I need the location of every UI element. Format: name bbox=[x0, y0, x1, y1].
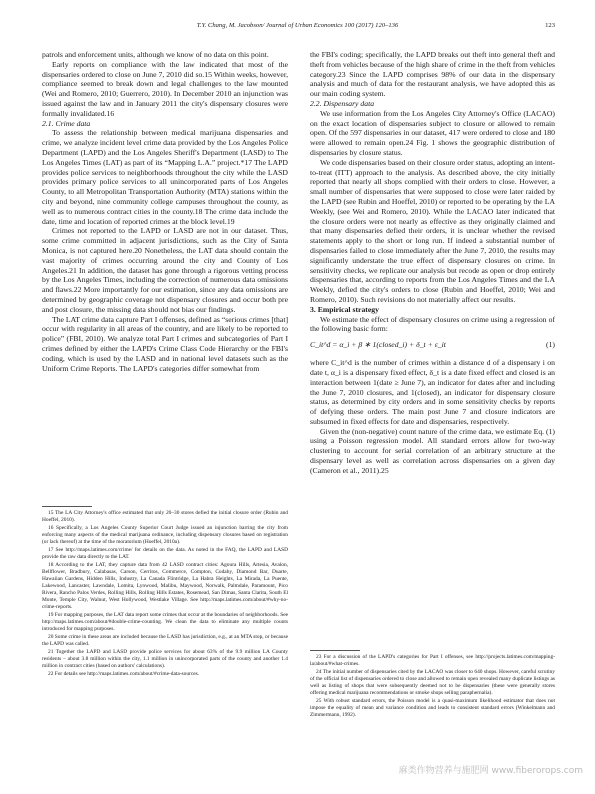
footnote-rule bbox=[42, 506, 92, 507]
footnotes-right bbox=[310, 650, 555, 720]
paragraph: Early reports on compliance with the law indicated that most of the dispensaries ordered to close on June 7, 2010 did so.15 Within weeks, however, compliance seemed to break down and legal challenges to the law mounted (Wei and Romero, 2010; Guerrero, 2010). In December 2010 an injunction was issued against the law and in January 2011 the city's dispensary closures were formally invalidated.16 bbox=[42, 59, 288, 118]
footnote: 18 According to the LAT, they capture data from 42 LASD contract cities: Agoura Hills, Artesia, Avalon, Bellflower, Bradbury, Calabasas, Carson, Cerritos, Commerce, Compton, Cudahy, Diamond Bar, Duarte, Hawaiian Gardens, Hidden Hills, Industry, La Canada Flintridge, La Habra Heights, La Mirada, La Puente, Lakewood, Lancaster, Lawndale, Lomita, Lynwood, Malibu, Maywood, Norwalk, Palmdale, Paramount, Pico Rivera, Rancho Palos Verdes, Rolling Hills, Rolling Hills Estates, Rosemead, San Dimas, Santa Clarita, South El Monte, Temple City, Walnut, West Hollywood, Westlake Village. See http://maps.latimes.com/about/#why-no-crime-reports. bbox=[42, 562, 288, 610]
paragraph: where C_it^d is the number of crimes within a distance d of a dispensary i on date t, α_i is a dispensary fixed effect, δ_t is a date fixed effect and closed is an interaction between 1(date ≥ June 7), an indicator for dates after and including the June 7, 2010 closures, and 1(closed), an indicator for dispensary closure status, as determined by city orders and in some sensitivity checks by reports of defying these orders. The main post June 7 and closure indicators are subsumed in fixed effects for date and dispensaries, respectively. bbox=[310, 358, 555, 426]
page-number: 123 bbox=[545, 22, 555, 29]
paragraph: To assess the relationship between medical marijuana dispensaries and crime, we analyze incident level crime data provided by the Los Angeles Police Department (LAPD) and the Los Angeles Sheriff's Department (LASD) to The Los Angeles Times (LAT) as part of its “Mapping L.A.” project.*17 The LAPD provides police services to neighborhoods throughout the city while the LASD provides primary police services to all unincorporated parts of Los Angeles County, to all Metropolitan Transportation Authority (MTA) stations within the city and beyond, nine community college campuses throughout the county, as well as to numerous contract cities in the county.18 The crime data include the date, time and location of reported crimes at the block level.19 bbox=[42, 128, 288, 226]
paragraph: Crimes not reported to the LAPD or LASD are not in our dataset. Thus, some crime committed in adjacent jurisdictions, such as the City of Santa Monica, is not captured here.20 Nonetheless, the LAT data should contain the vast majority of crimes occurring around the city and County of Los Angeles.21 In addition, the dataset has gone through a rigorous vetting process by the Los Angeles Times, including the correction of numerous data omissions and flaws.22 More importantly for our estimation, since any data omissions are determined by geographic coverage not dispensary closures and occur both pre and post closure, the missing data should not bias our findings. bbox=[42, 226, 288, 314]
paragraph: the FBI's coding; specifically, the LAPD breaks out theft into general theft and theft from vehicles because of the high share of crime in the theft from vehicles category.23 Since the LAPD comprises 98% of our data in the dispensary analysis and much of data for the restaurant analysis, we have adopted this as our main coding system. bbox=[310, 50, 555, 99]
equation-text: C_it^d = α_i + β ∗ 1(closed_i) + δ_t + ε_it bbox=[310, 340, 446, 350]
footnote: 22 For details see http://maps.latimes.com/about/#crime-data-sources. bbox=[48, 671, 200, 677]
footnote: 20 Some crime in these areas are included because the LASD has jurisdiction, e.g., at an MTA stop, or because the LAPD was called. bbox=[42, 634, 288, 647]
footnote: 25 With robust standard errors, the Poisson model is a quasi-maximum likelihood estimator that does not impose the equality of mean and variance condition and leads to consistent standard errors (Winkelmann and Zimmermann, 1992). bbox=[310, 698, 555, 718]
equation-number: (1) bbox=[546, 340, 555, 350]
footnote-rule bbox=[310, 650, 360, 651]
paragraph: Given the (non-negative) count nature of the crime data, we estimate Eq. (1) using a Poisson regression model. All standard errors allow for two-way clustering to account for serial correlation of an arbitrary structure at the dispensary level as well as correlation across dispensaries on a given day (Cameron et al., 2011).25 bbox=[310, 426, 555, 475]
footnote: 24 The initial number of dispensaries cited by the LACAO was closer to 640 shops. However, careful scrutiny of the official list of dispensaries ordered to close and allowed to remain open revealed many duplicate listings as well as listing of shops that were subsequently deemed not to be dispensaries (these were generally stores offering medical marijuana recommendations or smoke shops selling paraphernalia). bbox=[310, 669, 555, 696]
footnote: 23 For a discussion of the LAPD's categories for Part I offenses, see http://projects.latimes.com/mapping-la/about/#what-crimes. bbox=[310, 654, 555, 667]
right-column bbox=[310, 50, 555, 476]
footnote: 17 See http://maps.latimes.com/crime/ for details on the data. As noted in the FAQ, the LAPD and LASD provide the raw data directly to the LAT. bbox=[42, 547, 288, 560]
left-column bbox=[42, 50, 288, 373]
paragraph: patrols and enforcement units, although we know of no data on this point. bbox=[42, 50, 269, 59]
section-heading-empirical-strategy: 3. Empirical strategy bbox=[310, 304, 379, 314]
equation bbox=[310, 340, 555, 352]
running-header bbox=[40, 22, 555, 36]
paragraph: We use information from the Los Angeles City Attorney's Office (LACAO) on the exact location of dispensaries subject to closure or allowed to remain open. Of the 597 dispensaries in our dataset, 417 were ordered to close and 180 were allowed to remain open.24 Fig. 1 shows the geographic distribution of dispensaries by closure status. bbox=[310, 108, 555, 157]
subsection-heading-crime-data: 2.1. Crime data bbox=[42, 118, 91, 128]
footnote: 21 Together the LAPD and LASD provide police services for about 63% of the 9.9 million LA County residents – about 3.8 million within the city, 1.1 million in unincorporated parts of the county and another 1.4 million in contract cities (based on authors' calculations). bbox=[42, 649, 288, 669]
footnote: 19 For mapping purposes, the LAT data report some crimes that occur at the boundaries of neighborhoods. See http://maps.latimes.com/about/#double-crime-counting. We clean the data to eliminate any multiple counts introduced for mapping purposes. bbox=[42, 612, 288, 632]
paragraph: The LAT crime data capture Part I offenses, defined as “serious crimes [that] occur with regularity in all areas of the country, and are likely to be reported to police” (FBI, 2010). We analyze total Part I crimes and subcategories of Part I crimes defined by either the LAPD's Crime Class Code Hierarchy or the FBI's coding, which is used by the LASD and in national level datasets such as the Uniform Crime Reports. The LAPD's categories differ somewhat from bbox=[42, 314, 289, 373]
watermark: 麻类作物营养与施肥网 www.fiberorops.com bbox=[398, 766, 583, 776]
paragraph: We estimate the effect of dispensary closures on crime using a regression of the following basic form: bbox=[310, 314, 555, 334]
paragraph: We code dispensaries based on their closure order status, adopting an intent-to-treat (ITT) approach to the analysis. As described above, the city initially reported that nearly all shops complied with their orders to close. However, a small number of dispensaries that were supposed to close were later raided by the LAPD (see Rubin and Hoeffel, 2010) or reported to be operating by the LA Weekly, (see Wei and Romero, 2010). While the LACAO later indicated that the closure orders were not nearly as effective as they originally claimed and that many dispensaries defied their orders, it is unclear whether the revised statements apply to the short or long run. If indeed a substantial number of dispensaries failed to close immediately after the June 7, 2010, the results may significantly understate the true effect of dispensary closures on crime. In sensitivity checks, we replicate our analysis but recode as open or drop entirely dispensaries that, according to reports from the Los Angeles Times and the LA Weekly, defied the city's orders to close (Rubin and Hoeffel, 2010; Wei and Romero, 2010). Such revisions do not materially affect our results. bbox=[310, 157, 555, 304]
journal-citation: T.Y. Chang, M. Jacobson/ Journal of Urban Economics 100 (2017) 120–136 bbox=[196, 22, 399, 29]
subsection-heading-dispensary-data: 2.2. Dispensary data bbox=[310, 98, 375, 108]
footnotes-left bbox=[42, 506, 288, 679]
footnote: 15 The LA City Attorney's office estimated that only 20–30 stores defied the initial closure order (Rubin and Hoeffel, 2010). bbox=[42, 510, 288, 523]
footnote: 16 Specifically, a Los Angeles County Superior Court Judge issued an injunction barring the city from enforcing many aspects of the medical marijuana ordinance, including dispensary closures based on registration (or lack thereof) at the time of the moratorium (Hoeffel, 2010a). bbox=[42, 525, 288, 545]
